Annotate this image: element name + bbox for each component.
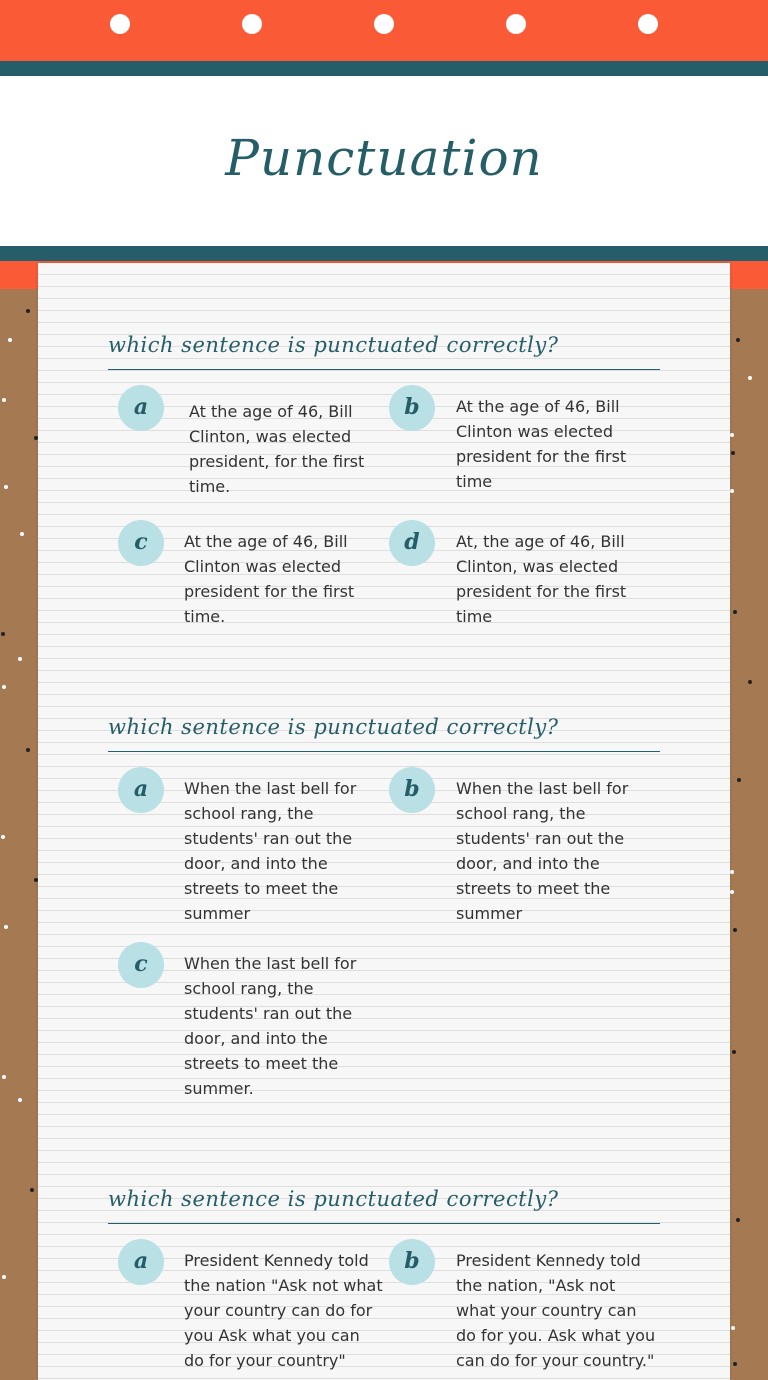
question-1-option-b[interactable]: At the age of 46, Bill Clinton was elected president for the first time — [456, 397, 627, 491]
header-bar — [0, 0, 768, 61]
option-b-badge[interactable]: b — [389, 1239, 435, 1285]
title-band — [0, 246, 768, 261]
binder-hole-icon — [506, 14, 526, 34]
binder-hole-icon — [242, 14, 262, 34]
question-1-option-d[interactable]: At, the age of 46, Bill Clinton, was elected president for the first time — [456, 532, 627, 626]
question-2-rule — [108, 751, 660, 752]
binder-hole-icon — [110, 14, 130, 34]
question-1-option-c[interactable]: At the age of 46, Bill Clinton was elected president for the first time. — [184, 532, 355, 626]
question-2-prompt: which sentence is punctuated correctly? — [108, 715, 559, 739]
question-3-option-b[interactable]: President Kennedy told the nation, "Ask not what your country can do for you. Ask what you can do for your country." — [456, 1251, 656, 1370]
page-title: Punctuation — [225, 129, 543, 187]
question-1-option-a[interactable]: At the age of 46, Bill Clinton, was elected president, for the first time. — [189, 402, 365, 496]
question-1-rule — [108, 369, 660, 370]
question-2-option-a[interactable]: When the last bell for school rang, the students' ran out the door, and into the streets to meet the summer — [184, 779, 357, 923]
question-1-prompt: which sentence is punctuated correctly? — [108, 333, 559, 357]
option-c-badge[interactable]: c — [118, 520, 164, 566]
question-3-rule — [108, 1223, 660, 1224]
binder-hole-icon — [374, 14, 394, 34]
option-d-badge[interactable]: d — [389, 520, 435, 566]
question-3-option-a[interactable]: President Kennedy told the nation "Ask not what your country can do for you Ask what you can do for your country" — [184, 1251, 383, 1370]
option-b-badge[interactable]: b — [389, 385, 435, 431]
option-c-badge[interactable]: c — [118, 942, 164, 988]
question-3-prompt: which sentence is punctuated correctly? — [108, 1187, 559, 1211]
option-a-badge[interactable]: a — [118, 385, 164, 431]
binder-hole-icon — [638, 14, 658, 34]
option-b-badge[interactable]: b — [389, 767, 435, 813]
option-a-badge[interactable]: a — [118, 1239, 164, 1285]
header-band — [0, 61, 768, 76]
question-2-option-c[interactable]: When the last bell for school rang, the students' ran out the door, and into the streets to meet the summer. — [184, 954, 357, 1098]
question-2-option-b[interactable]: When the last bell for school rang, the students' ran out the door, and into the streets to meet the summer — [456, 779, 629, 923]
option-a-badge[interactable]: a — [118, 767, 164, 813]
